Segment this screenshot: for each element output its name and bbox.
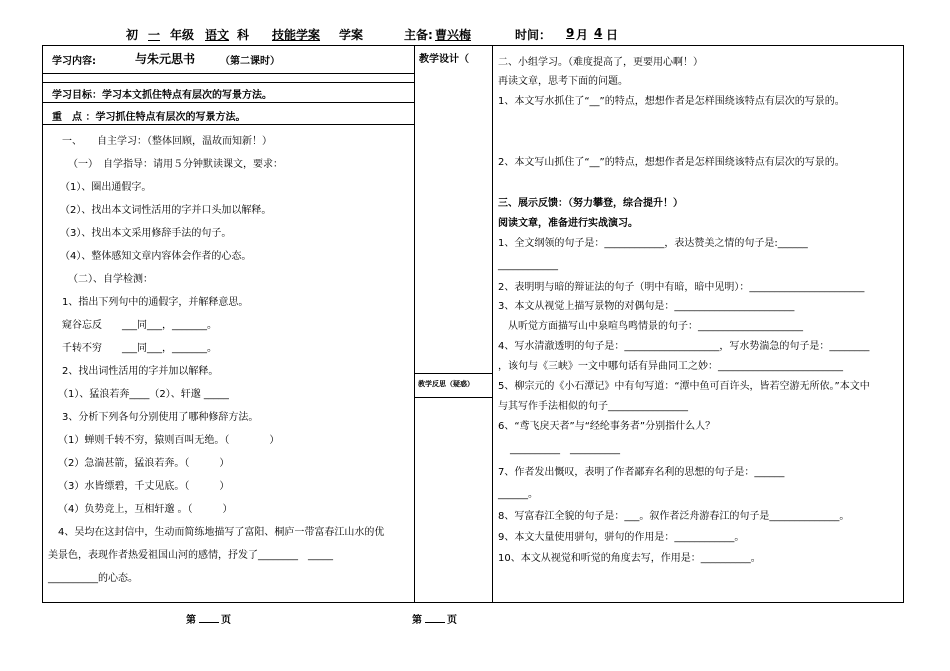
right-line: ______。 xyxy=(498,489,538,500)
left-line: 美景色，表现作者热爱祖国山河的感情，抒发了________ _____ xyxy=(48,550,333,561)
day-label: 日 xyxy=(606,28,619,42)
right-line: 7、作者发出慨叹，表明了作者鄙弃名利的思想的句子是：______ xyxy=(498,467,785,478)
right-line: 3、本文从视觉上描写景物的对偶句是：________________________ xyxy=(498,301,795,312)
grade-suffix: 年级 xyxy=(170,28,195,42)
right-line: __________ __________ xyxy=(510,444,620,455)
row-line-reflection-top xyxy=(414,373,492,374)
subject-suffix: 科 xyxy=(237,28,250,42)
right-line: 2、表明明与暗的辩证法的句子（明中有暗，暗中见明）：_______________________ xyxy=(498,282,865,293)
left-line: （4）、整体感知文章内容体会作者的心态。 xyxy=(60,251,252,262)
page-suffix: 页 xyxy=(447,615,457,626)
page-number-blank xyxy=(199,622,219,623)
right-line: ____________ xyxy=(498,260,558,271)
left-line: （1）、猛浪若奔____（2）、轩邈 _____ xyxy=(58,389,229,400)
teaching-reflection-label: 教学反思（疑惑） xyxy=(418,380,474,388)
left-line: （二）、自学检测： xyxy=(68,274,153,285)
page-number-blank xyxy=(425,622,445,623)
left-line: （1）、圈出通假字。 xyxy=(60,182,152,193)
right-line: 1、全文纲领的句子是：____________，表达赞美之情的句子是:______ xyxy=(498,238,808,249)
left-line: 窥谷忘反 ___同___，_______。 xyxy=(62,320,217,331)
content-title: 与朱元思书 xyxy=(135,52,196,66)
host-label: 主备: xyxy=(404,28,433,42)
row-line-objective xyxy=(42,102,414,103)
row-line-focus xyxy=(42,124,414,125)
left-line: 一、 自主学习：（整体回顾，温故而知新！） xyxy=(62,136,272,147)
right-line: ，该句与《三峡》一文中哪句话有异曲同工之妙：_________________________ xyxy=(498,361,843,372)
left-line: 1、指出下列句中的通假字，并解释意思。 xyxy=(62,297,249,308)
left-line: 千转不穷 ___同___，_______。 xyxy=(62,343,217,354)
right-line: 4、写水清澈透明的句子是：___________________，写水势湍急的句子是：________ xyxy=(498,341,870,352)
day-value: 4 xyxy=(594,26,603,40)
row-line-content xyxy=(42,73,414,74)
right-line: 6、“鸢飞戾天者”与“经纶事务者”分别指什么人？ xyxy=(498,421,716,432)
subject-value: 语文 xyxy=(205,28,230,42)
grade-value: 一 xyxy=(148,28,161,42)
left-line: （2）急湍甚箭，猛浪若奔。（ ） xyxy=(58,458,230,469)
right-line: 二、小组学习。（难度提高了，更要用心啊！） xyxy=(498,57,703,68)
right-line: 从听觉方面描写山中泉喧鸟鸣情景的句子：_____________________ xyxy=(498,321,803,332)
type-suffix: 学案 xyxy=(339,28,364,42)
learning-focus: 重 点 ：学习抓住特点有层次的写景方法。 xyxy=(52,112,246,123)
left-line: （3）、找出本文采用修辞手法的句子。 xyxy=(60,228,232,239)
left-line: 2、找出词性活用的字并加以解释。 xyxy=(62,366,219,377)
right-line: 与其写作手法相似的句子________________ xyxy=(498,401,688,412)
page-prefix: 第 xyxy=(186,615,196,626)
row-line-reflection-bottom xyxy=(414,397,492,398)
left-line: __________的心态。 xyxy=(48,573,138,584)
learning-objective: 学习目标：学习本文抓住特点有层次的写景方法。 xyxy=(52,90,272,101)
left-line: 4、吴均在这封信中，生动而简练地描写了富阳、桐庐一带富春江山水的优 xyxy=(58,527,385,538)
left-line: 3、分析下列各句分别使用了哪种修辞方法。 xyxy=(62,412,259,423)
host-name: 曹兴梅 xyxy=(435,28,472,42)
row-line-content-2 xyxy=(42,82,414,83)
left-line: （3）水皆缥碧，千丈见底。（ ） xyxy=(58,481,230,492)
right-line: 1、本文写水抓住了“__”的特点，想想作者是怎样围绕该特点有层次的写景的。 xyxy=(498,96,845,107)
right-line: 10、本文从视觉和听觉的角度去写，作用是：__________。 xyxy=(498,553,761,564)
right-line: 三、展示反馈：（努力攀登，综合提升！） xyxy=(498,198,683,209)
right-line: 9、本文大量使用骈句，骈句的作用是：____________。 xyxy=(498,532,745,543)
right-line: 阅读文章，准备进行实战演习。 xyxy=(498,218,638,229)
right-line: 8、写富春江全貌的句子是：___。叙作者泛舟游春江的句子是______________。 xyxy=(498,511,850,522)
time-label: 时间： xyxy=(515,28,552,42)
page-prefix: 第 xyxy=(412,615,422,626)
left-column-divider xyxy=(414,45,415,603)
month-label: 月 xyxy=(576,28,589,42)
page-suffix: 页 xyxy=(221,615,231,626)
left-line: （2）、找出本文词性活用的字并口头加以解释。 xyxy=(60,205,272,216)
grade-prefix: 初 xyxy=(126,28,139,42)
month-value: 9 xyxy=(566,26,575,40)
left-line: （1）蝉则千转不穷，猿则百叫无绝。（ ） xyxy=(58,435,280,446)
left-line: （4）负势竞上，互相轩邈 。（ ） xyxy=(58,504,233,515)
left-line: （一） 自学指导：请用５分钟默读课文，要求： xyxy=(68,159,283,170)
middle-column-divider xyxy=(492,45,493,603)
content-label: 学习内容: xyxy=(52,56,96,67)
right-line: 2、本文写山抓住了“__”的特点，想想作者是怎样围绕该特点有层次的写景的。 xyxy=(498,157,845,168)
right-line: 5、柳宗元的《小石潭记》中有句写道：“潭中鱼可百许头，皆若空游无所依。”本文中 xyxy=(498,381,870,392)
right-line: 再读文章，思考下面的问题。 xyxy=(498,76,628,87)
type-value: 技能学案 xyxy=(272,28,321,42)
content-lesson: （第二课时） xyxy=(220,56,280,67)
teaching-design-label: 教学设计（ xyxy=(419,54,469,65)
